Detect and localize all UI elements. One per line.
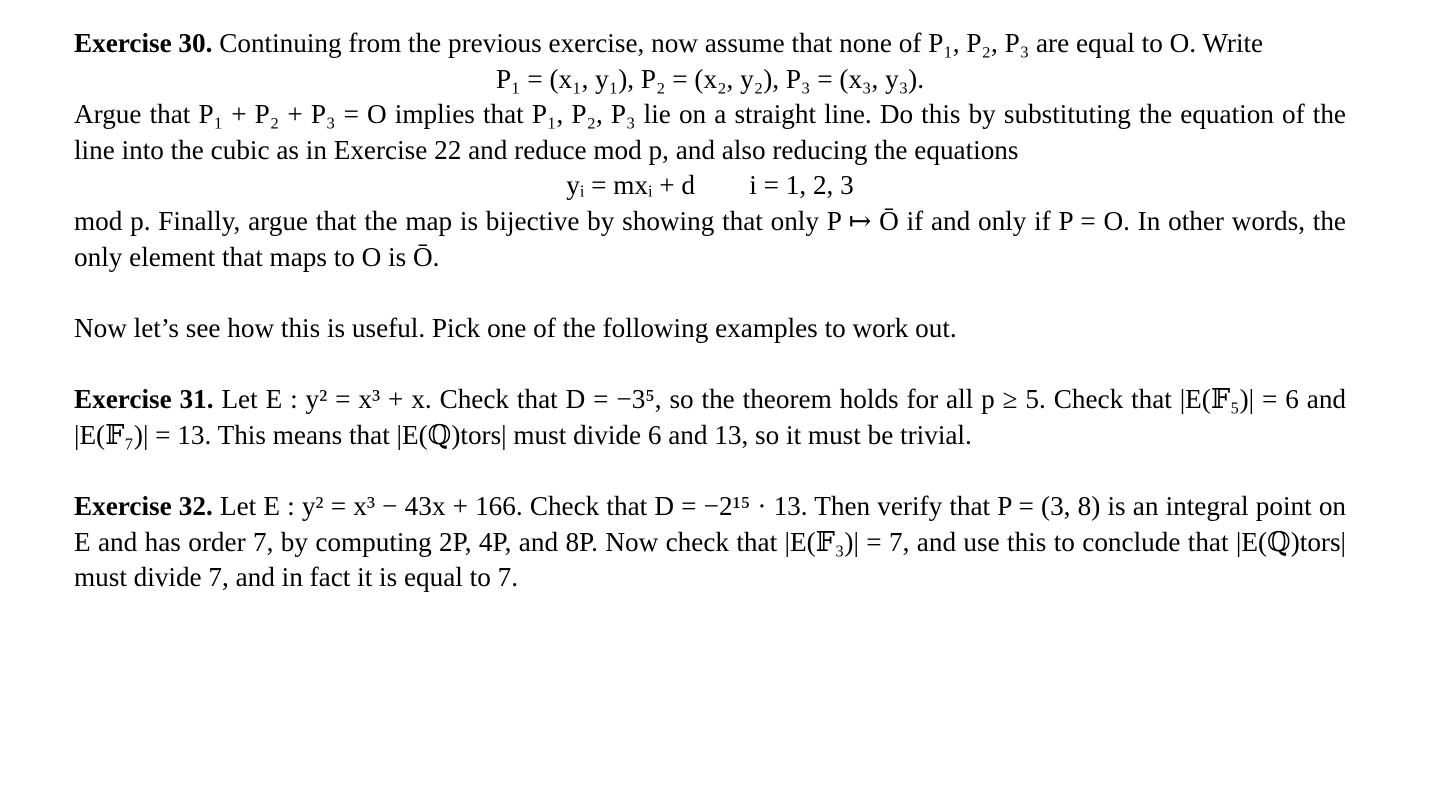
- exercise-30-body-2: mod p. Finally, argue that the map is bijective by showing that only P ↦ Ō if and only if P = O. In other words, the only element that maps to O is Ō.: [74, 205, 1346, 272]
- spacer: [74, 275, 1346, 311]
- exercise-32-text: Let E : y² = x³ − 43x + 166. Check that D = −2¹⁵ · 13. Then verify that P = (3, 8) is an integral point on E and has order 7, by computing 2P, 4P, and 8P. Now check that |E(𝔽₃)| = 7, and use this to conclude that |E(ℚ)tors| must divide 7, and in fact it is equal to 7.: [74, 491, 1347, 593]
- document-page: [74, 26, 1346, 596]
- exercise-31-label: Exercise 31.: [74, 383, 214, 414]
- exercise-31: [74, 382, 1346, 453]
- exercise-30-intro-text: Continuing from the previous exercise, now assume that none of P₁, P₂, P₃ are equal to O. Write: [219, 28, 1264, 58]
- exercise-30-display-line: yᵢ = mxᵢ + d i = 1, 2, 3: [566, 170, 854, 201]
- spacer: [74, 453, 1346, 489]
- exercise-30-label: Exercise 30.: [74, 28, 213, 58]
- exercise-30-intro: [74, 26, 1346, 62]
- transition-paragraph: Now let’s see how this is useful. Pick one of the following examples to work out.: [74, 312, 957, 343]
- spacer: [74, 346, 1346, 382]
- exercise-32: [74, 489, 1346, 596]
- exercise-30-body-1: Argue that P₁ + P₂ + P₃ = O implies that P₁, P₂, P₃ lie on a straight line. Do this by substituting the equation of the line into the cubic as in Exercise 22 and reduce mod p, and also reducing the equations: [74, 99, 1346, 165]
- exercise-31-text: Let E : y² = x³ + x. Check that D = −3⁵, so the theorem holds for all p ≥ 5. Check that |E(𝔽₅)| = 6 and |E(𝔽₇)| = 13. This means that |E(ℚ)tors| must divide 6 and 13, so it must be trivial.: [74, 383, 1347, 450]
- exercise-30-display-points: P₁ = (x₁, y₁), P₂ = (x₂, y₂), P₃ = (x₃, y₃).: [495, 63, 925, 94]
- exercise-32-label: Exercise 32.: [74, 491, 213, 522]
